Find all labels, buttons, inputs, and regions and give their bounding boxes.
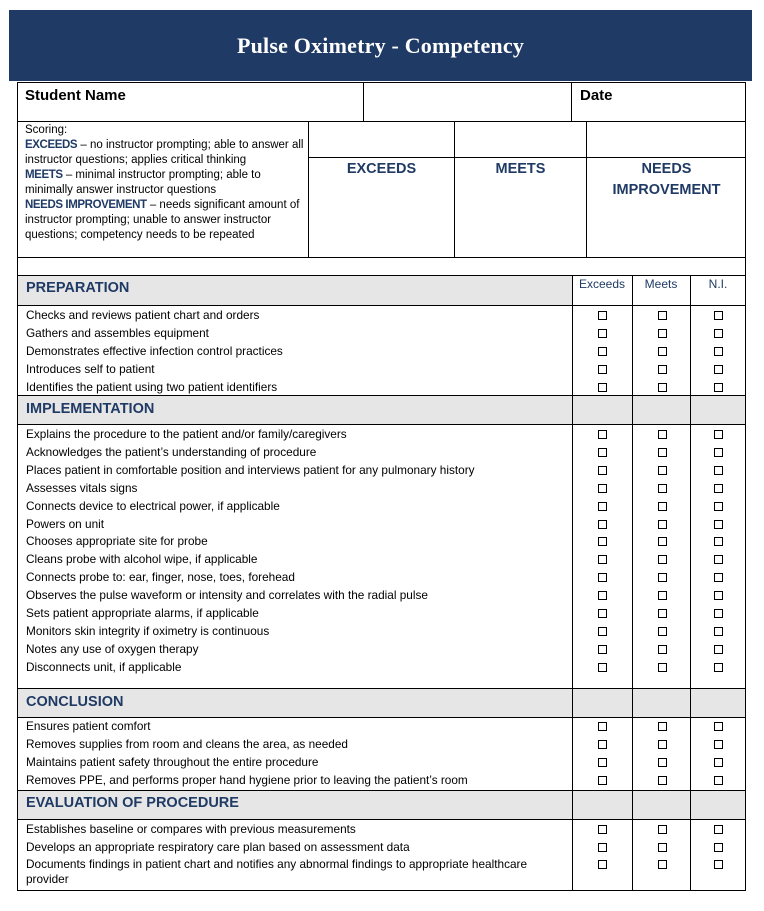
- meets-column-title: MEETS: [495, 161, 546, 177]
- checkbox-ni[interactable]: [714, 383, 723, 392]
- checkbox-exceeds[interactable]: [598, 825, 607, 834]
- section-conclusion-header: CONCLUSION: [18, 688, 745, 718]
- checklist-item: Ensures patient comfort: [26, 719, 151, 733]
- checkbox-meets[interactable]: [658, 776, 667, 785]
- divider-over-eval-2: [632, 790, 633, 820]
- checklist-item: Sets patient appropriate alarms, if applicable: [26, 606, 259, 620]
- checkbox-exceeds[interactable]: [598, 537, 607, 546]
- student-name-cell: [17, 82, 364, 122]
- exceeds-column-title: EXCEEDS: [346, 161, 417, 177]
- checkbox-ni[interactable]: [714, 466, 723, 475]
- checkbox-ni[interactable]: [714, 591, 723, 600]
- checkbox-ni[interactable]: [714, 311, 723, 320]
- checkbox-ni[interactable]: [714, 347, 723, 356]
- checkbox-meets[interactable]: [658, 347, 667, 356]
- subhead-exceeds: Exceeds: [578, 277, 626, 291]
- checklist-item: Removes PPE, and performs proper hand hygiene prior to leaving the patient’s room: [26, 773, 468, 788]
- checkbox-meets[interactable]: [658, 448, 667, 457]
- checkbox-meets[interactable]: [658, 663, 667, 672]
- checkbox-ni[interactable]: [714, 430, 723, 439]
- spacer-row: [17, 258, 746, 276]
- checkbox-meets[interactable]: [658, 627, 667, 636]
- checklist-item: Cleans probe with alcohol wipe, if applicable: [26, 552, 258, 567]
- checklist-item: Assesses vitals signs: [26, 480, 138, 495]
- checkbox-ni[interactable]: [714, 520, 723, 529]
- checkbox-exceeds[interactable]: [598, 627, 607, 636]
- checklist-item: Maintains patient safety throughout the entire procedure: [26, 755, 319, 770]
- checkbox-exceeds[interactable]: [598, 484, 607, 493]
- section-preparation-header: PREPARATION: [18, 276, 572, 306]
- checkbox-exceeds[interactable]: [598, 311, 607, 320]
- checkbox-meets[interactable]: [658, 609, 667, 618]
- checkbox-exceeds[interactable]: [598, 722, 607, 731]
- checkbox-meets[interactable]: [658, 365, 667, 374]
- checklist-item: Notes any use of oxygen therapy: [26, 641, 199, 656]
- checklist-item: Establishes baseline or compares with previous measurements: [26, 822, 356, 836]
- checkbox-meets[interactable]: [658, 573, 667, 582]
- checkbox-meets[interactable]: [658, 722, 667, 731]
- checkbox-meets[interactable]: [658, 555, 667, 564]
- checkbox-ni[interactable]: [714, 573, 723, 582]
- date-cell: [572, 82, 746, 122]
- checklist-item: Chooses appropriate site for probe: [26, 534, 208, 549]
- checkbox-meets[interactable]: [658, 860, 667, 869]
- checkbox-meets[interactable]: [658, 502, 667, 511]
- checkbox-ni[interactable]: [714, 555, 723, 564]
- checklist-item: Places patient in comfortable position and interviews patient for any pulmonary history: [26, 462, 475, 477]
- checkbox-ni[interactable]: [714, 825, 723, 834]
- checkbox-meets[interactable]: [658, 383, 667, 392]
- checklist-item: Powers on unit: [26, 516, 105, 531]
- checkbox-exceeds[interactable]: [598, 663, 607, 672]
- checkbox-exceeds[interactable]: [598, 383, 607, 392]
- title-banner: [9, 10, 752, 81]
- checklist-item: Documents findings in patient chart and notifies any abnormal findings to appropriate healthcare provider: [26, 857, 528, 887]
- checkbox-exceeds[interactable]: [598, 645, 607, 654]
- checkbox-ni[interactable]: [714, 722, 723, 731]
- checkbox-ni[interactable]: [714, 758, 723, 767]
- checkbox-exceeds[interactable]: [598, 740, 607, 749]
- checklist-item: Connects device to electrical power, if applicable: [26, 498, 280, 513]
- student-name-field[interactable]: [364, 82, 572, 122]
- checkbox-ni[interactable]: [714, 329, 723, 338]
- checkbox-exceeds[interactable]: [598, 758, 607, 767]
- scoring-meets: MEETS – minimal instructor prompting; able to minimally answer instructor questions: [25, 169, 261, 196]
- divider-over-conc-2: [632, 688, 633, 718]
- checkbox-ni[interactable]: [714, 663, 723, 672]
- checkbox-ni[interactable]: [714, 843, 723, 852]
- divider-over-impl-3: [690, 395, 691, 425]
- checkbox-exceeds[interactable]: [598, 365, 607, 374]
- divider-over-conc-1: [572, 688, 573, 718]
- checklist-item: Gathers and assembles equipment: [26, 325, 209, 340]
- meets-header-cell: [455, 122, 587, 258]
- checkbox-ni[interactable]: [714, 645, 723, 654]
- checkbox-meets[interactable]: [658, 430, 667, 439]
- scoring-label: Scoring:: [25, 124, 68, 136]
- divider-over-eval-3: [690, 790, 691, 820]
- checkbox-exceeds[interactable]: [598, 502, 607, 511]
- checkbox-ni[interactable]: [714, 537, 723, 546]
- checkbox-exceeds[interactable]: [598, 448, 607, 457]
- checkbox-meets[interactable]: [658, 758, 667, 767]
- checkbox-exceeds[interactable]: [598, 466, 607, 475]
- ni-column-title: NEEDS IMPROVEMENT: [612, 161, 721, 198]
- ni-header-cell: [587, 122, 746, 258]
- checkbox-meets[interactable]: [658, 520, 667, 529]
- section-evaluation-header: EVALUATION OF PROCEDURE: [18, 790, 745, 820]
- checkbox-exceeds[interactable]: [598, 573, 607, 582]
- checkbox-exceeds[interactable]: [598, 347, 607, 356]
- checkbox-ni[interactable]: [714, 627, 723, 636]
- checkbox-meets[interactable]: [658, 329, 667, 338]
- checkbox-exceeds[interactable]: [598, 329, 607, 338]
- subhead-ni: N.I.: [708, 277, 728, 291]
- date-label: Date: [580, 87, 613, 104]
- checkbox-ni[interactable]: [714, 484, 723, 493]
- exceeds-header-cell: [309, 122, 455, 258]
- checkbox-ni[interactable]: [714, 448, 723, 457]
- checkbox-meets[interactable]: [658, 537, 667, 546]
- divider-over-conc-3: [690, 688, 691, 718]
- checkbox-ni[interactable]: [714, 776, 723, 785]
- subhead-meets: Meets: [644, 277, 678, 291]
- divider-over-impl-1: [572, 395, 573, 425]
- checklist-item: Acknowledges the patient’s understanding of procedure: [26, 444, 317, 459]
- checkbox-meets[interactable]: [658, 591, 667, 600]
- checklist-item: Observes the pulse waveform or intensity and correlates with the radial pulse: [26, 588, 428, 603]
- checkbox-exceeds[interactable]: [598, 430, 607, 439]
- checkbox-exceeds[interactable]: [598, 591, 607, 600]
- checklist-item: Removes supplies from room and cleans the area, as needed: [26, 737, 348, 752]
- checkbox-ni[interactable]: [714, 365, 723, 374]
- checklist-item: Checks and reviews patient chart and orders: [26, 308, 260, 322]
- checkbox-ni[interactable]: [714, 740, 723, 749]
- checkbox-meets[interactable]: [658, 825, 667, 834]
- checkbox-meets[interactable]: [658, 843, 667, 852]
- divider-over-impl-2: [632, 395, 633, 425]
- checkbox-ni[interactable]: [714, 502, 723, 511]
- checkbox-meets[interactable]: [658, 645, 667, 654]
- checkbox-ni[interactable]: [714, 609, 723, 618]
- checklist-item: Monitors skin integrity if oximetry is continuous: [26, 623, 270, 638]
- checklist-item: Identifies the patient using two patient identifiers: [26, 379, 278, 394]
- checkbox-meets[interactable]: [658, 311, 667, 320]
- checklist-item: Connects probe to: ear, finger, nose, toes, forehead: [26, 570, 295, 585]
- checkbox-meets[interactable]: [658, 466, 667, 475]
- checkbox-exceeds[interactable]: [598, 520, 607, 529]
- checkbox-exceeds[interactable]: [598, 776, 607, 785]
- checklist-item: Develops an appropriate respiratory care plan based on assessment data: [26, 839, 410, 854]
- scoring-needs-improvement: NEEDS IMPROVEMENT – needs significant amount of instructor prompting; unable to answer instructor questions; competency needs to be repeated: [25, 199, 300, 241]
- checklist-item: Demonstrates effective infection control practices: [26, 343, 283, 358]
- checkbox-meets[interactable]: [658, 484, 667, 493]
- student-name-label: Student Name: [25, 87, 126, 104]
- checkbox-ni[interactable]: [714, 860, 723, 869]
- checkbox-meets[interactable]: [658, 740, 667, 749]
- scoring-exceeds: EXCEEDS – no instructor prompting; able to answer all instructor questions; applies critical thinking: [25, 139, 304, 166]
- preparation-subhead-row: [572, 276, 746, 306]
- page-title: Pulse Oximetry - Competency: [236, 32, 525, 58]
- checklist-item: Introduces self to patient: [26, 361, 155, 376]
- scoring-legend: [17, 122, 309, 258]
- section-implementation-header: IMPLEMENTATION: [18, 395, 745, 425]
- checkbox-exceeds[interactable]: [598, 860, 607, 869]
- divider-over-eval-1: [572, 790, 573, 820]
- checkbox-exceeds[interactable]: [598, 609, 607, 618]
- checklist-item: Explains the procedure to the patient and/or family/caregivers: [26, 427, 347, 441]
- checklist-item: Disconnects unit, if applicable: [26, 659, 182, 674]
- checkbox-exceeds[interactable]: [598, 555, 607, 564]
- checkbox-exceeds[interactable]: [598, 843, 607, 852]
